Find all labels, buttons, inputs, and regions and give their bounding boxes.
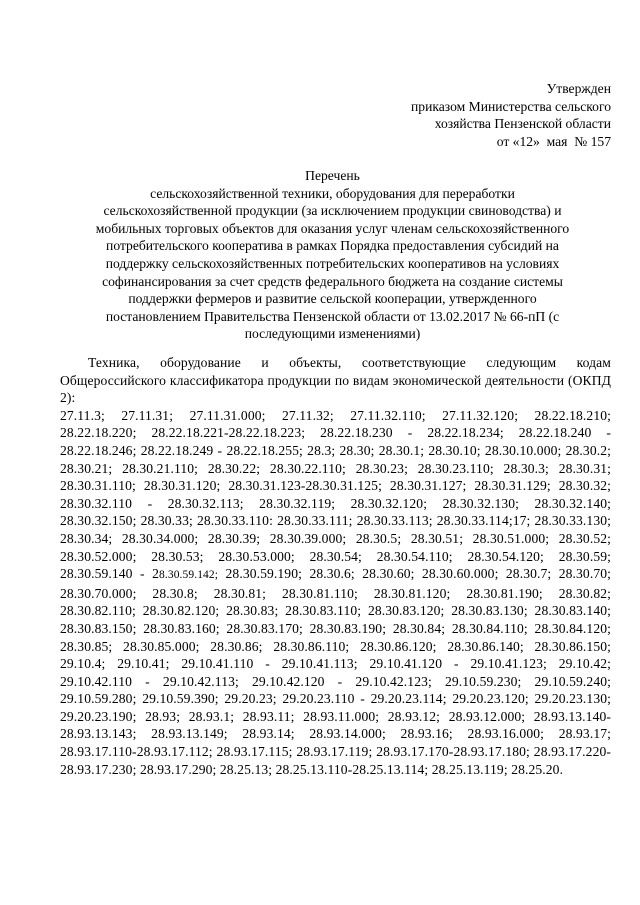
title-line-2: сельскохозяйственной продукции (за исключением продукции свиноводства) и bbox=[103, 203, 562, 219]
title-line-5: поддержку сельскохозяйственных потребительских кооперативов на условиях bbox=[105, 255, 560, 271]
body-intro-paragraph: Техника, оборудование и объекты, соответствующие следующим кодам Общероссийского классификатора продукции по видам экономической деятельности (ОКПД 2): bbox=[60, 355, 611, 406]
approval-line-date: от «12» мая № 157 bbox=[496, 133, 611, 149]
okpd-codes-list bbox=[60, 407, 611, 778]
approval-line-approved: Утвержден bbox=[546, 81, 611, 96]
approval-line-ministry: хозяйства Пензенской области bbox=[434, 116, 611, 132]
title-line-8: постановлением Правительства Пензенской области от 13.02.2017 № 66-пП (с bbox=[105, 308, 560, 324]
title-line-9: последующими изменениями) bbox=[244, 326, 421, 342]
approval-stamp bbox=[251, 80, 611, 150]
title-line-3: мобильных торговых объектов для оказания услуг членам сельскохозяйственного bbox=[95, 220, 570, 236]
title-line-6: софинансирования за счет средств федерального бюджета на создание системы bbox=[102, 273, 563, 289]
codes-text-small: 8.30.59.142; bbox=[159, 569, 219, 582]
document-body bbox=[60, 354, 611, 778]
title-line-4: потребительского кооператива в рамках Порядка предоставления субсидий на bbox=[106, 238, 559, 254]
document-title bbox=[60, 167, 605, 343]
codes-text-part-1: 27.11.3; 27.11.31; 27.11.31.000; 27.11.32; 27.11.32.110; 27.11.32.120; 28.22.18.210; 28.22.18.220; 28.22.18.221-28.22.18.223; 28.22.18.230 - 28.22.18.234; 28.22.18.240 - 28.22.18.246; 28.22.18.249 - 28.22.18.255; 28.3; 28.30; 28.30.1; 28.30.10; 28.30.10.000; 28.30.2; 28.30.21; 28.30.21.110; 28.30.22; 28.30.22.110; 28.30.23; 28.30.23.110; 28.30.3; 28.30.31; 28.30.31.110; 28.30.31.120; 28.30.31.123-28.30.31.125; 28.30.31.127; 28.30.31.129; 28.30.32; 28.30.32.110 - 28.30.32.113; 28.30.32.119; 28.30.32.120; 28.30.32.130; 28.30.32.140; 28.30.32.150; 28.30.33; 28.30.33.110: 28.30.33.111; 28.30.33.113; 28.30.33.114;17; 28.30.33.130; 28.30.34; 28.30.34.000; 28.30.39; 28.30.39.000; 28.30.5; 28.30.51; 28.30.51.000; 28.30.52; 28.30.52.000; 28.30.53; 28.30.53.000; 28.30.54; 28.30.54.110; 28.30.54.120; 28.30.59; 28.30.59.140 - 2 bbox=[60, 407, 611, 582]
codes-text-part-2: 28.30.59.190; 28.30.6; 28.30.60; 28.30.60.000; 28.30.7; 28.30.70; 28.30.70.000; 28.30.8; 28.30.81; 28.30.81.110; 28.30.81.120; 28.30.81.190; 28.30.82; 28.30.82.110; 28.30.82.120; 28.30.83; 28.30.83.110; 28.30.83.120; 28.30.83.130; 28.30.83.140; 28.30.83.150; 28.30.83.160; 28.30.83.170; 28.30.83.190; 28.30.84; 28.30.84.110; 28.30.84.120; 28.30.85; 28.30.85.000; 28.30.86; 28.30.86.110; 28.30.86.120; 28.30.86.140; 28.30.86.150; 29.10.4; 29.10.41; 29.10.41.110 - 29.10.41.113; 29.10.41.120 - 29.10.41.123; 29.10.42; 29.10.42.110 - 29.10.42.113; 29.10.42.120 - 29.10.42.123; 29.10.59.230; 29.10.59.240; 29.10.59.280; 29.10.59.390; 29.20.23; 29.20.23.110 - 29.20.23.114; 29.20.23.120; 29.20.23.130; 29.20.23.190; 28.93; 28.93.1; 28.93.11; 28.93.11.000; 28.93.12; 28.93.12.000; 28.93.13.140-28.93.13.143; 28.93.13.149; 28.93.14; 28.93.14.000; 28.93.16; 28.93.16.000; 28.93.17; 28.93.17.110-28.93.17.112; 28.93.17.115; 28.93.17.119; 28.93.17.170-28.93.17.180; 28.93.17.220-28.93.17.230; 28.93.17.290; 28.25.13; 28.25.13.110-28.25.13.114; 28.25.13.119; 28.25.20. bbox=[60, 566, 611, 777]
approval-line-order: приказом Министерства сельского bbox=[411, 98, 611, 114]
title-line-1: сельскохозяйственной техники, оборудования для переработки bbox=[150, 185, 515, 201]
title-heading: Перечень bbox=[305, 168, 360, 183]
title-line-7: поддержки фермеров и развитие сельской кооперации, утвержденного bbox=[128, 291, 537, 307]
